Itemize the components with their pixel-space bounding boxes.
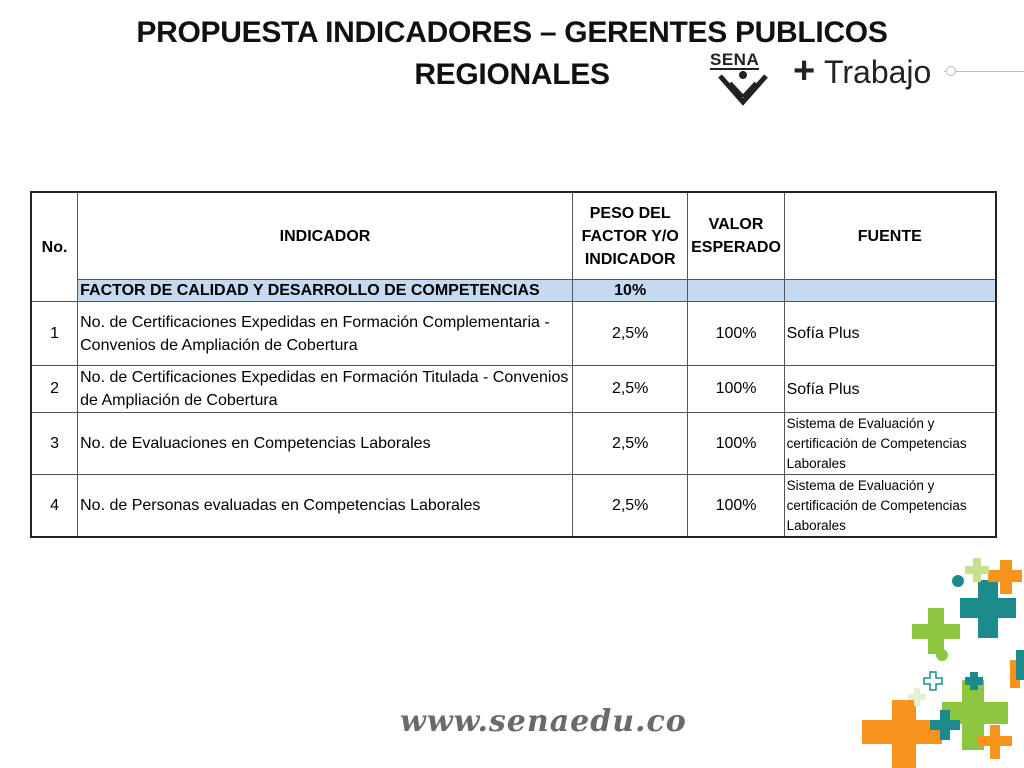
- light-green-cross-icon: [965, 558, 989, 582]
- header-no: No.: [31, 192, 78, 302]
- right-edge-cross-icon: [1016, 650, 1024, 680]
- website-url: www.senaedu.co: [400, 704, 687, 739]
- row-peso: 2,5%: [572, 366, 688, 413]
- teal-dot-icon: [952, 575, 964, 587]
- table-header-row: [31, 192, 996, 280]
- indicators-table: [30, 191, 997, 538]
- table-row: [31, 475, 996, 538]
- row-indicador: No. de Personas evaluadas en Competencias Laborales: [78, 475, 573, 538]
- header-indicador: INDICADOR: [78, 192, 573, 280]
- large-orange-cross-icon: [862, 700, 942, 768]
- logo-divider: [944, 71, 1024, 72]
- row-no: 2: [31, 366, 78, 413]
- table-row: [31, 366, 996, 413]
- row-valor: 100%: [688, 475, 784, 538]
- row-indicador: No. de Certificaciones Expedidas en Formación Complementaria - Convenios de Ampliación de Cobertura: [78, 302, 573, 366]
- trabajo-plus-icon: +: [793, 50, 816, 92]
- header-peso: PESO DEL FACTOR Y/O INDICADOR: [572, 192, 688, 280]
- table-row: [31, 413, 996, 475]
- row-fuente: Sistema de Evaluación y certificación de Competencias Laborales: [784, 413, 996, 475]
- row-peso: 2,5%: [572, 302, 688, 366]
- factor-fuente: [784, 280, 996, 302]
- plus-crosses-decoration: [840, 550, 1024, 768]
- trabajo-logo-text: Trabajo: [824, 54, 932, 90]
- factor-row: [31, 280, 996, 302]
- row-fuente: Sofía Plus: [784, 366, 996, 413]
- row-valor: 100%: [688, 366, 784, 413]
- row-indicador: No. de Evaluaciones en Competencias Laborales: [78, 413, 573, 475]
- header-fuente: FUENTE: [784, 192, 996, 280]
- factor-label: FACTOR DE CALIDAD Y DESARROLLO DE COMPETENCIAS: [78, 280, 573, 302]
- row-peso: 2,5%: [572, 413, 688, 475]
- logo-dot: [946, 66, 956, 76]
- green-dot-icon: [936, 649, 948, 661]
- row-peso: 2,5%: [572, 475, 688, 538]
- factor-valor: [688, 280, 784, 302]
- row-valor: 100%: [688, 302, 784, 366]
- row-fuente: Sistema de Evaluación y certificación de Competencias Laborales: [784, 475, 996, 538]
- factor-peso: 10%: [572, 280, 688, 302]
- row-fuente: Sofía Plus: [784, 302, 996, 366]
- row-indicador: No. de Certificaciones Expedidas en Formación Titulada - Convenios de Ampliación de Cobertura: [78, 366, 573, 413]
- table-row: [31, 302, 996, 366]
- outline-cross-icon: [924, 672, 942, 690]
- page-title: PROPUESTA INDICADORES – GERENTES PUBLICOS REGIONALES: [136, 16, 888, 91]
- sena-person-icon: [706, 52, 780, 108]
- sena-logo: [706, 52, 780, 108]
- row-no: 1: [31, 302, 78, 366]
- row-no: 3: [31, 413, 78, 475]
- green-cross-icon: [912, 608, 960, 654]
- sena-logo-text: SENA: [710, 50, 760, 69]
- header-valor: VALOR ESPERADO: [688, 192, 784, 280]
- row-valor: 100%: [688, 413, 784, 475]
- row-no: 4: [31, 475, 78, 538]
